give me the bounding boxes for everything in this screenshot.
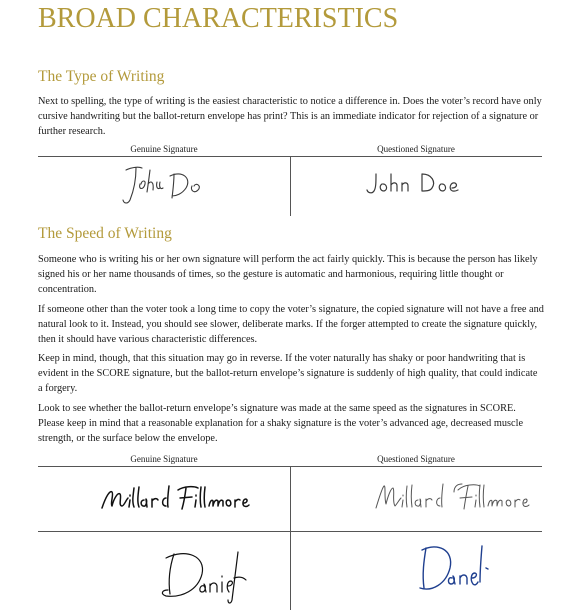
paragraph-speed-1: Someone who is writing his or her own signature will perform the act fairly quickly. This is because the person has likely signed his or her name thousands of times, so the gesture is automatic and harmonious, requiring little thought or concentration.	[38, 254, 538, 296]
section-heading-speed-of-writing: The Speed of Writing	[38, 225, 172, 242]
page-title: BROAD CHARACTERISTICS	[38, 3, 399, 34]
table-column-divider	[290, 156, 291, 216]
genuine-signature-header: Genuine Signature	[130, 454, 198, 464]
paragraph-speed-4: Look to see whether the ballot-return envelope’s signature was made at the same speed as the signatures in SCORE. Please keep in mind that a reasonable explanation for a shaky signature is the voter’s advanced age, decreased muscle strength, or the surface below the envelope.	[38, 403, 524, 445]
section-heading-type-of-writing: The Type of Writing	[38, 68, 165, 85]
table-column-divider	[290, 466, 291, 610]
paragraph-speed-2: If someone other than the voter took a long time to copy the voter’s signature, the copied signature will not have a free and natural look to it. Instead, you should see slower, deliberate marks. If the forger attempted to create the signature quickly, then it should have various characteristic differences.	[38, 304, 544, 346]
genuine-signature-header: Genuine Signature	[130, 144, 198, 154]
questioned-signature-john-doe	[364, 170, 464, 198]
paragraph-speed-3: Keep in mind, though, that this situation may go in reverse. If the voter naturally has shaky or poor handwriting that is evident in the SCORE signature, but the ballot-return envelope’s signature is suddenly of high quality, that could indicate a forgery.	[38, 353, 538, 395]
signature-table-type-of-writing	[38, 144, 542, 218]
genuine-signature-millard-fillmore	[100, 482, 250, 518]
signature-table-speed-of-writing	[38, 454, 542, 610]
genuine-signature-john-doe	[116, 160, 216, 212]
questioned-signature-header: Questioned Signature	[377, 144, 455, 154]
genuine-signature-daniel	[156, 546, 266, 608]
paragraph-type-of-writing: Next to spelling, the type of writing is the easiest characteristic to notice a difference in. Does the voter’s record have only cursive handwriting but the ballot-return envelope has print? This is an immediate indicator for rejection of a signature or further research.	[38, 96, 542, 138]
questioned-signature-header: Questioned Signature	[377, 454, 455, 464]
questioned-signature-millard-fillmore	[372, 478, 532, 518]
questioned-signature-daniel	[414, 538, 494, 598]
